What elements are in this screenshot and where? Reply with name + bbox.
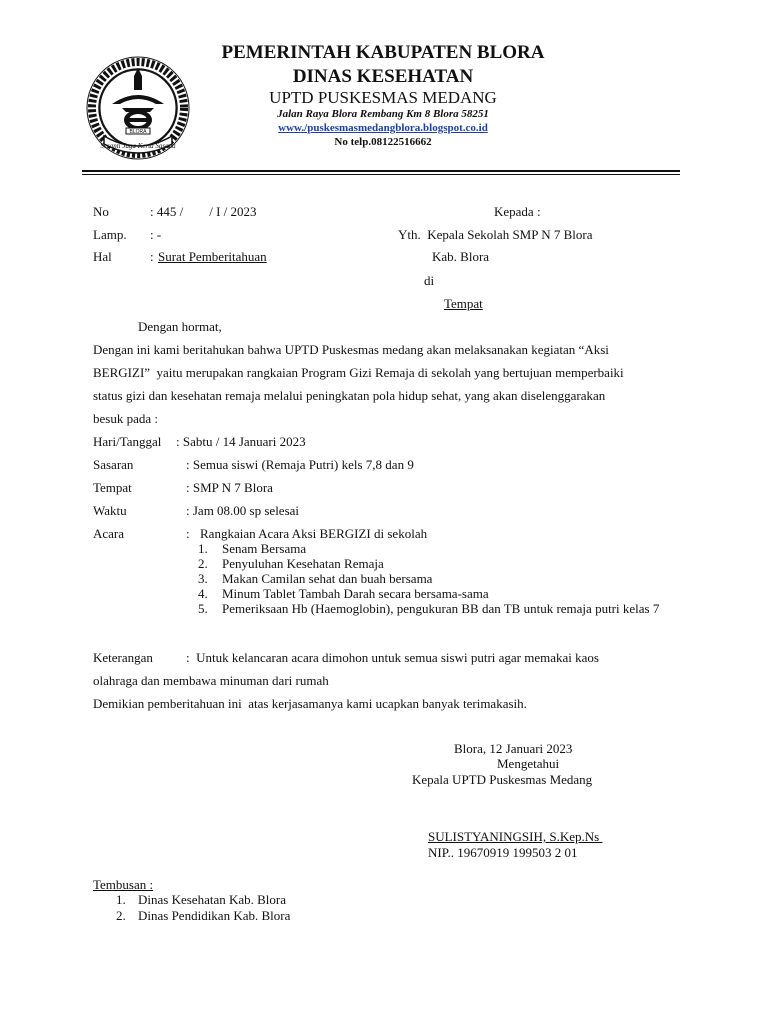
list-text: Minum Tablet Tambah Darah secara bersama-sama — [222, 586, 489, 601]
letterhead-unit: UPTD PUSKESMAS MEDANG — [269, 88, 497, 107]
closing-line: Demikian pemberitahuan ini atas kerjasamanya kami ucapkan banyak terimakasih. — [93, 696, 527, 711]
paragraph-line: BERGIZI” yaitu merupakan rangkaian Program Gizi Remaja di sekolah yang bertujuan memperbaiki — [93, 365, 624, 380]
waktu-value: : Jam 08.00 sp selesai — [186, 503, 300, 518]
sasaran-label: Sasaran — [93, 457, 134, 472]
list-item — [198, 541, 662, 556]
list-number: 2. — [198, 556, 208, 571]
letterhead-department: DINAS KESEHATAN — [292, 66, 474, 87]
acara-list — [198, 541, 662, 616]
header-rule-thin — [82, 174, 680, 175]
hari-value: : Sabtu / 14 Januari 2023 — [176, 434, 306, 449]
recipient-kepada: Kepada : — [494, 204, 541, 219]
signature-name: SULISTYANINGSIH, S.Kep.Ns — [428, 829, 603, 844]
letterhead-government: PEMERINTAH KABUPATEN BLORA — [221, 42, 545, 63]
list-text: Senam Bersama — [222, 541, 307, 556]
hal-label: Hal — [93, 249, 112, 264]
svg-text:BLORA: BLORA — [129, 129, 147, 135]
list-text: Dinas Kesehatan Kab. Blora — [138, 892, 287, 907]
letterhead-website[interactable] — [200, 122, 566, 134]
list-number: 4. — [198, 586, 208, 601]
letterhead-phone: No telp.08122516662 — [334, 136, 432, 148]
list-item — [198, 556, 662, 571]
keterangan-line1: : Untuk kelancaran acara dimohon untuk semua siswi putri agar memakai kaos — [186, 650, 599, 665]
blora-regency-emblem-icon — [82, 52, 194, 164]
list-number: 5. — [198, 601, 208, 616]
lamp-value: : - — [150, 227, 162, 242]
lamp-label: Lamp. — [93, 227, 127, 242]
paragraph-line: status gizi dan kesehatan remaja melalui peningkatan pola hidup sehat, yang akan diselenggarakan — [93, 388, 606, 403]
list-number: 3. — [198, 571, 208, 586]
svg-text:Sesanti Jaga Kerta Sasana: Sesanti Jaga Kerta Sasana — [100, 142, 176, 150]
keterangan-label: Keterangan — [93, 650, 153, 665]
list-text: Makan Camilan sehat dan buah bersama — [222, 571, 433, 586]
list-text: Dinas Pendidikan Kab. Blora — [138, 908, 291, 923]
hal-value: Surat Pemberitahuan — [158, 249, 267, 264]
acara-colon: : — [186, 526, 190, 541]
tembusan-list — [116, 892, 290, 924]
signature-position: Kepala UPTD Puskesmas Medang — [412, 772, 593, 787]
recipient-yth: Yth. Kepala Sekolah SMP N 7 Blora — [398, 227, 593, 242]
list-item — [198, 571, 662, 586]
waktu-label: Waktu — [93, 503, 127, 518]
list-item — [116, 892, 290, 908]
hal-colon: : — [150, 249, 154, 264]
recipient-tempat: Tempat — [444, 296, 483, 311]
tempat-value: : SMP N 7 Blora — [186, 480, 273, 495]
signature-mengetahui: Mengetahui — [497, 756, 560, 771]
website-link[interactable]: www./puskesmasmedangblora.blogspot.co.id — [278, 122, 488, 134]
acara-label: Acara — [93, 526, 125, 541]
list-number: 1. — [198, 541, 208, 556]
list-text: Penyuluhan Kesehatan Remaja — [222, 556, 384, 571]
letterhead-address: Jalan Raya Blora Rembang Km 8 Blora 58251 — [277, 108, 489, 120]
list-item — [198, 586, 662, 601]
header-rule-thick — [82, 170, 680, 172]
list-number: 2. — [116, 908, 126, 923]
acara-value: Rangkaian Acara Aksi BERGIZI di sekolah — [200, 526, 428, 541]
list-number: 1. — [116, 892, 126, 907]
paragraph-line: Dengan ini kami beritahukan bahwa UPTD Puskesmas medang akan melaksanakan kegiatan “Aksi — [93, 342, 609, 357]
list-item — [116, 908, 290, 924]
greeting: Dengan hormat, — [138, 319, 222, 334]
signature-place-date: Blora, 12 Januari 2023 — [454, 741, 573, 756]
tembusan-label: Tembusan : — [93, 877, 154, 892]
tempat-label: Tempat — [93, 480, 132, 495]
recipient-di: di — [424, 273, 435, 288]
recipient-kab: Kab. Blora — [432, 249, 490, 264]
sasaran-value: : Semua siswi (Remaja Putri) kels 7,8 dan 9 — [186, 457, 414, 472]
list-text: Pemeriksaan Hb (Haemoglobin), pengukuran BB dan TB untuk remaja putri kelas 7 — [222, 601, 660, 616]
list-item — [198, 601, 662, 616]
paragraph-line: besuk pada : — [93, 411, 158, 426]
hari-label: Hari/Tanggal — [93, 434, 162, 449]
no-label: No — [93, 204, 109, 219]
no-value: : 445 / / I / 2023 — [150, 204, 257, 219]
signature-nip: NIP.. 19670919 199503 2 01 — [428, 845, 578, 860]
keterangan-line2: olahraga dan membawa minuman dari rumah — [93, 673, 329, 688]
